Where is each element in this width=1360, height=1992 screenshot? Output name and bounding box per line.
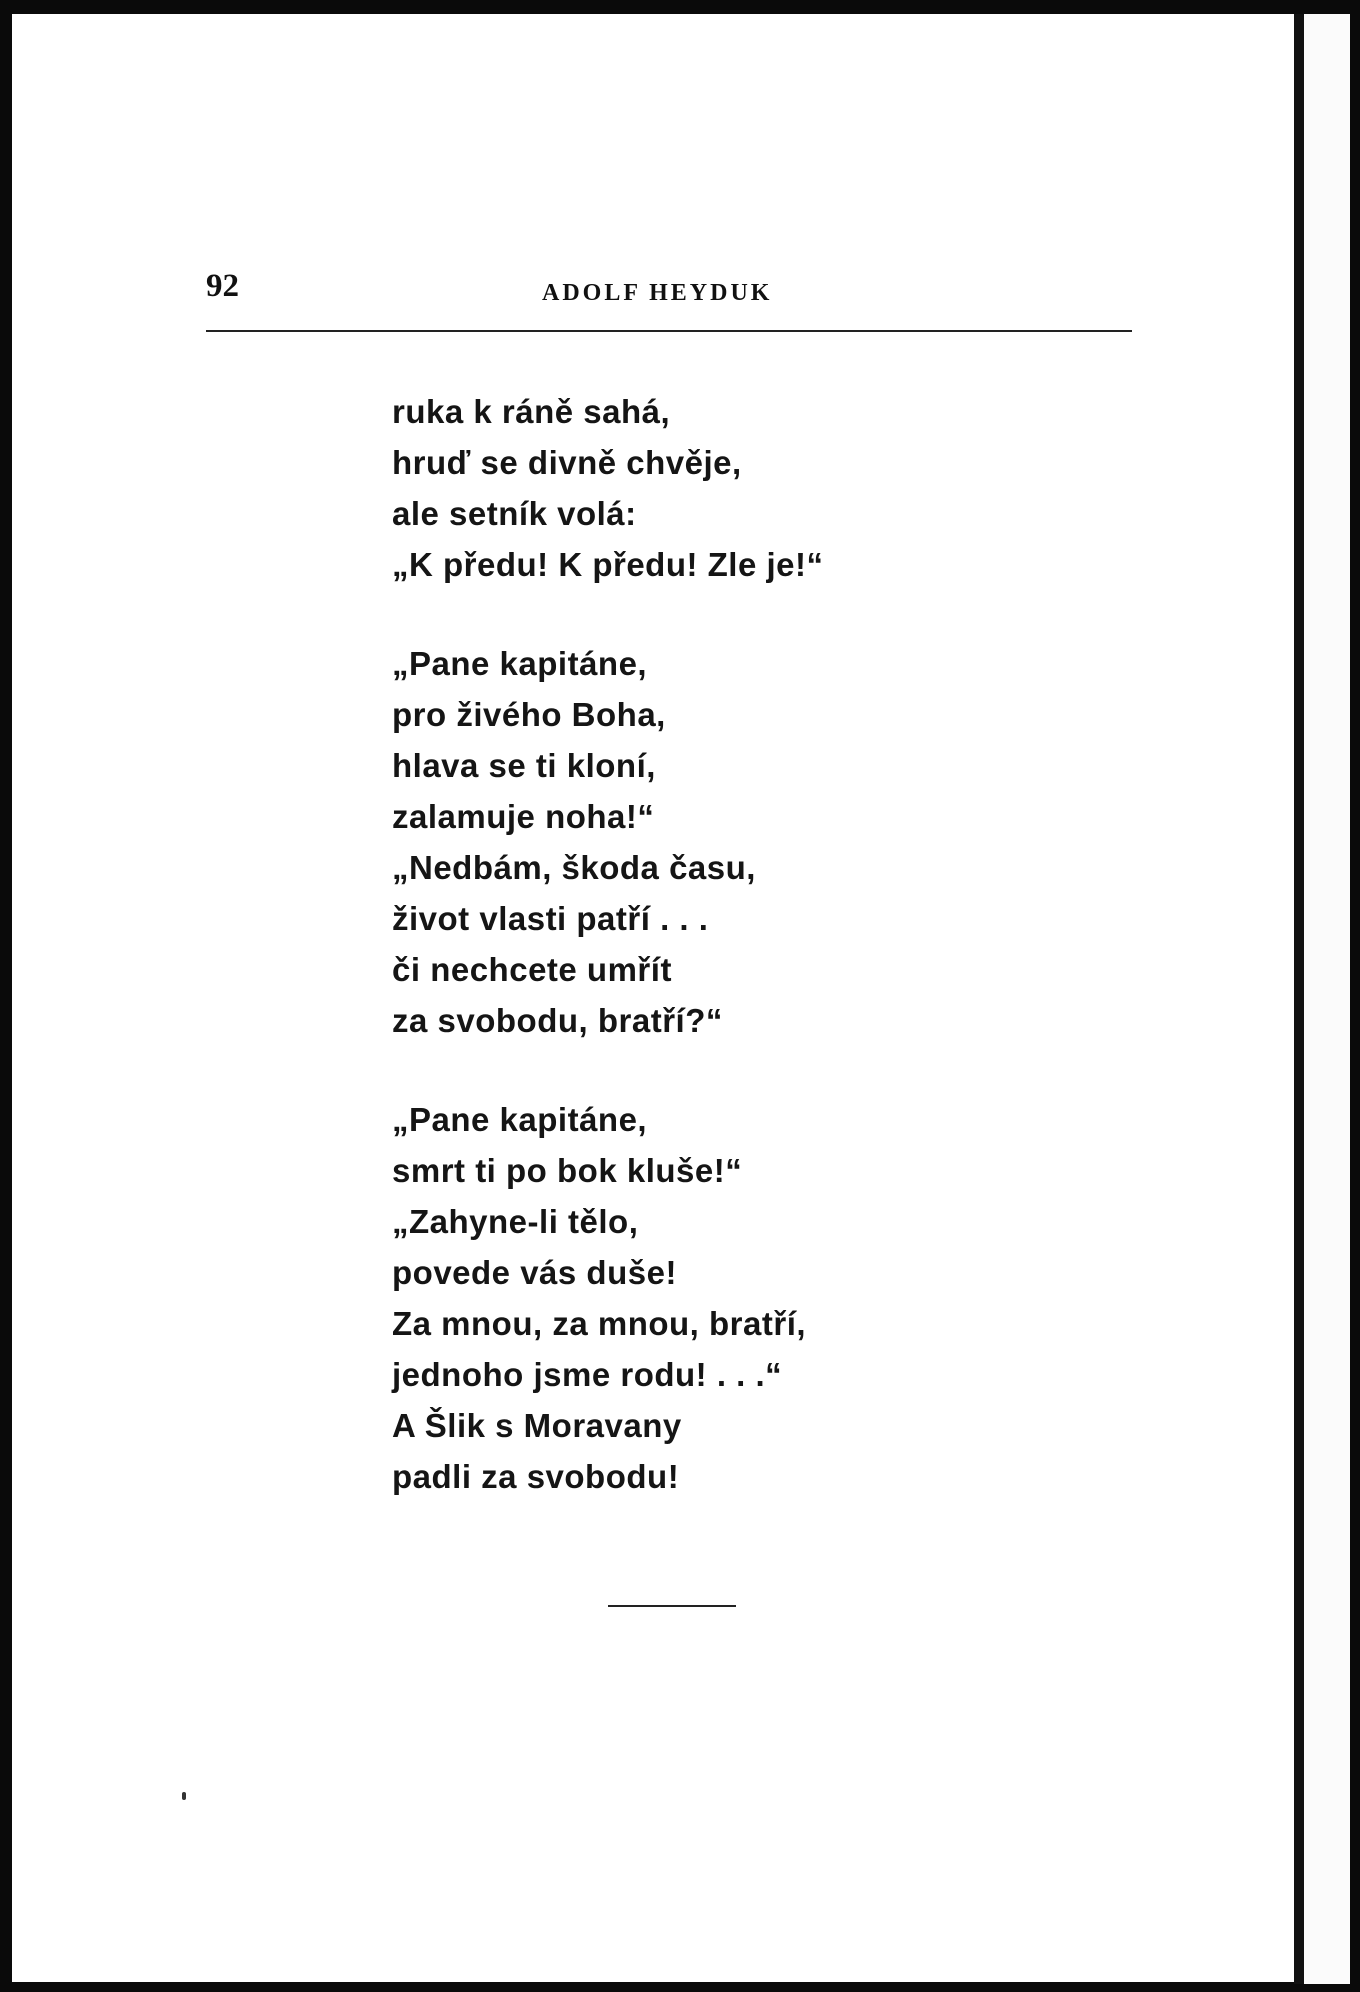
- verse-line: hruď se divně chvěje,: [392, 444, 742, 481]
- page-number: 92: [206, 268, 239, 304]
- verse-line: Za mnou, za mnou, bratří,: [392, 1305, 807, 1342]
- verse-line: hlava se ti kloní,: [392, 747, 656, 784]
- verse-line: život vlasti patří . . .: [392, 900, 709, 937]
- poem-text: [392, 386, 1112, 1550]
- verse-line: či nechcete umřít: [392, 951, 672, 988]
- scan-border-top: [0, 0, 1360, 14]
- verse-line: ale setník volá:: [392, 495, 637, 532]
- verse-line: padli za svobodu!: [392, 1458, 680, 1495]
- scan-border-right: [1350, 0, 1360, 1992]
- end-of-poem-rule: [608, 1605, 736, 1607]
- verse-line: jednoho jsme rodu! . . .“: [392, 1356, 783, 1393]
- stanza-2: [392, 638, 1112, 1046]
- verse-line: ruka k ráně sahá,: [392, 393, 671, 430]
- verse-line: zalamuje noha!“: [392, 798, 655, 835]
- adjacent-page-edge: [1304, 14, 1350, 1984]
- verse-line: A Šlik s Moravany: [392, 1407, 682, 1444]
- running-head: ADOLF HEYDUK: [542, 280, 773, 306]
- scan-border-left: [0, 0, 12, 1992]
- verse-line: „Pane kapitáne,: [392, 645, 648, 682]
- page-header: [206, 268, 1134, 310]
- verse-line: „Nedbám, škoda času,: [392, 849, 756, 886]
- book-spine-edge: [1294, 14, 1304, 1984]
- verse-line: pro živého Boha,: [392, 696, 666, 733]
- stanza-1: [392, 386, 1112, 590]
- header-rule: [206, 330, 1132, 332]
- scan-border-bottom: [0, 1982, 1360, 1992]
- verse-line: „K předu! K předu! Zle je!“: [392, 546, 824, 583]
- stanza-3: [392, 1094, 1112, 1502]
- verse-line: „Pane kapitáne,: [392, 1101, 648, 1138]
- scan-speck: [182, 1792, 186, 1800]
- verse-line: za svobodu, bratří?“: [392, 1002, 723, 1039]
- verse-line: povede vás duše!: [392, 1254, 677, 1291]
- verse-line: smrt ti po bok kluše!“: [392, 1152, 743, 1189]
- verse-line: „Zahyne-li tělo,: [392, 1203, 639, 1240]
